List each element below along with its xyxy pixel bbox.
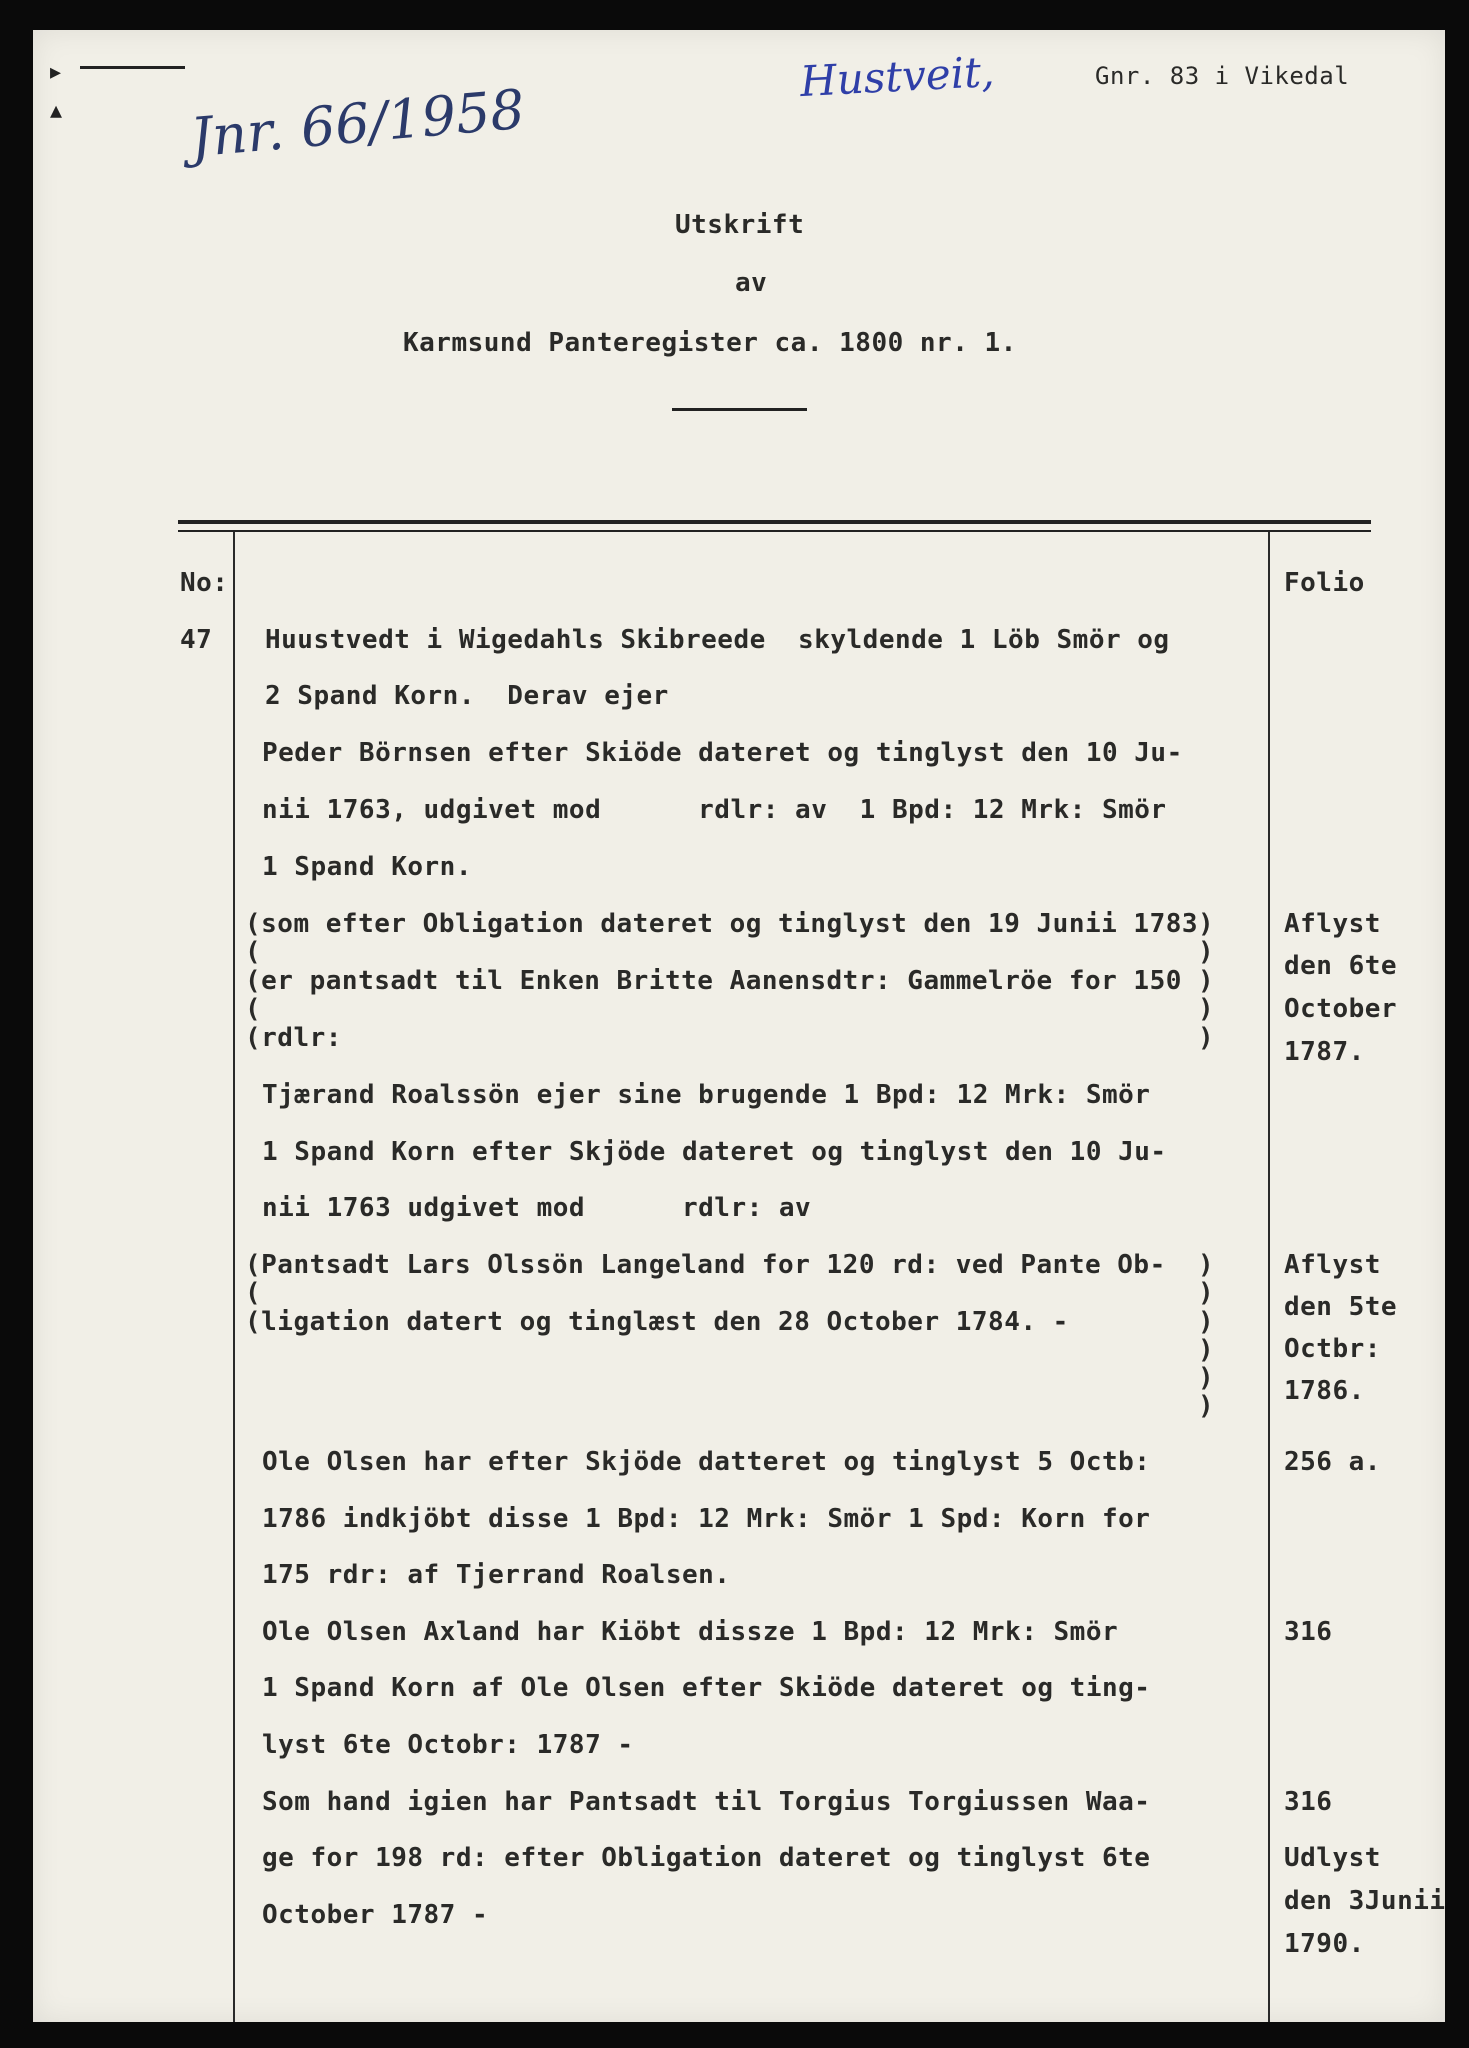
entry-line: nii 1763 udgivet mod rdlr: av <box>262 1193 812 1223</box>
entry-line: Tjærand Roalssön ejer sine brugende 1 Bpd: 12 Mrk: Smör <box>262 1080 1151 1110</box>
folio-note: 1786. <box>1284 1376 1365 1406</box>
table-top-rule <box>178 520 1371 524</box>
entry-line: (ligation datert og tinglæst den 28 October 1784. - ) <box>245 1307 1215 1337</box>
entry-line: 1786 indkjöbt disse 1 Bpd: 12 Mrk: Smör 1 Spd: Korn for <box>262 1504 1151 1534</box>
folio-note: den 3Junii <box>1284 1886 1446 1916</box>
entry-line: lyst 6te Octobr: 1787 - <box>262 1730 634 1760</box>
entry-line: ( ) <box>245 994 1215 1024</box>
entry-line: 1 Spand Korn. <box>262 852 472 882</box>
folio-note: Aflyst <box>1284 909 1381 939</box>
entry-line: ) <box>245 1335 1215 1365</box>
entry-line: Som hand igien har Pantsadt til Torgius Torgiussen Waa- <box>262 1787 1151 1817</box>
entry-line: ( ) <box>245 937 1215 967</box>
entry-line: Huustvedt i Wigedahls Skibreede skyldende 1 Löb Smör og <box>265 625 1170 655</box>
entry-line: (Pantsadt Lars Olssön Langeland for 120 rd: ved Pante Ob- ) <box>245 1250 1215 1280</box>
entry-number: 47 <box>180 625 213 655</box>
folio-note: 1790. <box>1284 1929 1365 1959</box>
entry-line: 1 Spand Korn af Ole Olsen efter Skiöde dateret og ting- <box>262 1673 1151 1703</box>
entry-line: 175 rdr: af Tjerrand Roalsen. <box>262 1560 731 1590</box>
folio-note: 1787. <box>1284 1037 1365 1067</box>
folio-note: Udlyst <box>1284 1843 1381 1873</box>
folio-note: 316 <box>1284 1617 1333 1647</box>
entry-line: (er pantsadt til Enken Britte Aanensdtr: Gammelröe for 150 ) <box>245 966 1215 996</box>
folio-note: Octbr: <box>1284 1334 1381 1364</box>
folio-column-divider <box>1268 532 1270 2022</box>
folio-note: den 6te <box>1284 951 1398 981</box>
folio-note: 316 <box>1284 1787 1333 1817</box>
margin-arrow-mark: ▴ <box>50 96 63 124</box>
column-header-no: No: <box>180 568 229 598</box>
title-line-3: Karmsund Panteregister ca. 1800 nr. 1. <box>403 328 1017 358</box>
folio-note: October <box>1284 994 1398 1024</box>
title-line-2: av <box>735 268 768 298</box>
handwritten-reference: Jnr. 66/1958 <box>187 77 528 170</box>
handwritten-name: Hustveit, <box>798 46 996 107</box>
margin-arrow-mark: ▸ <box>50 60 62 85</box>
margin-dash <box>80 66 185 69</box>
entry-line: October 1787 - <box>262 1900 489 1930</box>
entry-line: (som efter Obligation dateret og tinglyst den 19 Junii 1783) <box>245 909 1215 939</box>
entry-line: Ole Olsen Axland har Kiöbt dissze 1 Bpd: 12 Mrk: Smör <box>262 1617 1119 1647</box>
title-line-1: Utskrift <box>675 210 805 240</box>
column-header-folio: Folio <box>1284 568 1365 598</box>
entry-line: 1 Spand Korn efter Skjöde dateret og tinglyst den 10 Ju- <box>262 1137 1167 1167</box>
folio-note: den 5te <box>1284 1292 1398 1322</box>
title-underline <box>672 408 807 411</box>
entry-line: (rdlr: ) <box>245 1023 1215 1053</box>
folio-note: 256 a. <box>1284 1447 1381 1477</box>
folio-note: Aflyst <box>1284 1250 1381 1280</box>
entry-line: ( ) <box>245 1278 1215 1308</box>
entry-line: Ole Olsen har efter Skjöde datteret og tinglyst 5 Octb: <box>262 1447 1151 1477</box>
farm-reference: Gnr. 83 i Vikedal <box>1095 62 1350 90</box>
entry-line: ge for 198 rd: efter Obligation dateret og tinglyst 6te <box>262 1843 1151 1873</box>
entry-line: 2 Spand Korn. Derav ejer <box>265 681 669 711</box>
no-column-divider <box>233 532 235 2022</box>
entry-line: ) <box>245 1363 1215 1393</box>
entry-line: Peder Börnsen efter Skiöde dateret og tinglyst den 10 Ju- <box>262 738 1183 768</box>
entry-line: nii 1763, udgivet mod rdlr: av 1 Bpd: 12 Mrk: Smör <box>262 795 1167 825</box>
table-top-rule <box>178 530 1371 532</box>
entry-line: ) <box>245 1391 1215 1421</box>
